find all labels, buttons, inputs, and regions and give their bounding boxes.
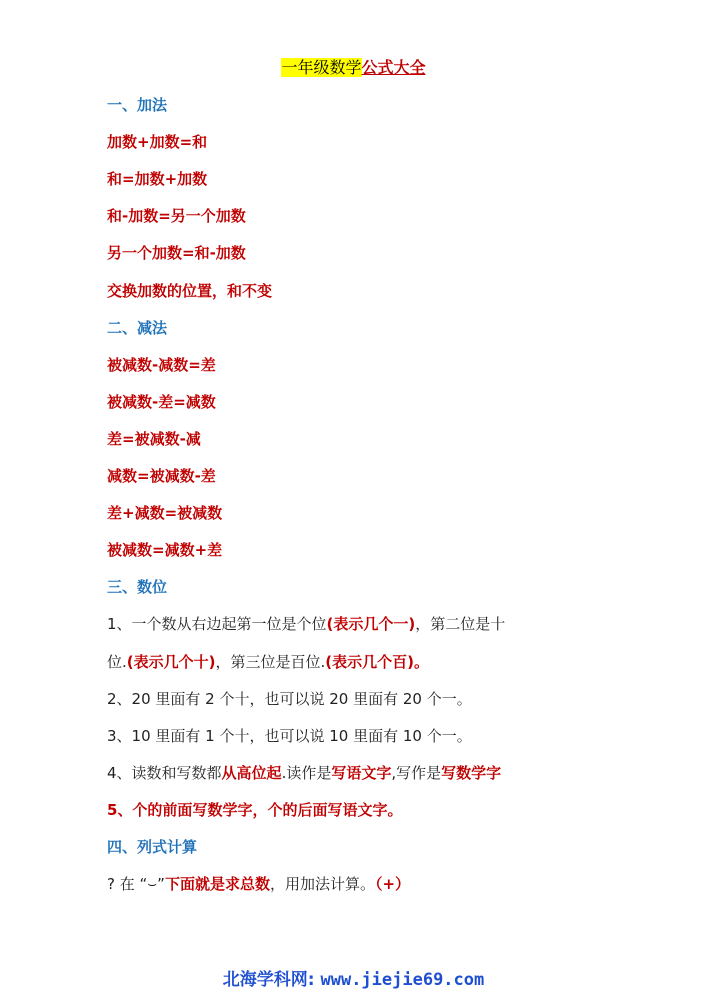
text-span: ,写作是 xyxy=(391,764,442,782)
place-value-item-4 xyxy=(107,762,607,784)
text-span: ，第三位是百位. xyxy=(215,653,326,671)
formula-line: 加数+加数=和 xyxy=(107,133,208,151)
brace-symbol: ⌣ xyxy=(147,875,158,893)
formula-line: 交换加数的位置，和不变 xyxy=(107,282,273,300)
formula-line: 另一个加数=和-加数 xyxy=(107,244,246,262)
formula-line: 和=加数+加数 xyxy=(107,170,208,188)
text-span: 1、一个数从右边起第一位是个位 xyxy=(107,615,327,633)
emphasis-span: 写语文字 xyxy=(331,764,392,782)
formula-line: 差+减数=被减数 xyxy=(107,504,223,522)
text-span: 4、读数和写数都 xyxy=(107,764,222,782)
emphasis-span: (表示几个十) xyxy=(126,653,216,671)
place-value-item-2: 2、20 里面有 2 个十，也可以说 20 里面有 20 个一。 xyxy=(107,690,472,708)
emphasis-span: 从高位起 xyxy=(221,764,282,782)
text-span: ，用加法计算。 xyxy=(269,875,375,893)
footer-label: 北海学科网: xyxy=(222,970,315,990)
formula-line: 被减数=减数+差 xyxy=(107,541,223,559)
place-value-item-1-cont xyxy=(107,651,607,673)
text-span: .读作是 xyxy=(281,764,332,782)
page-title xyxy=(0,56,707,80)
place-value-item-1 xyxy=(107,613,607,635)
heading-addition: 一、加法 xyxy=(107,96,168,114)
column-calc-item-1 xyxy=(107,873,607,895)
formula-line: 被减数-差=减数 xyxy=(107,393,216,411)
emphasis-span: （+） xyxy=(374,875,411,893)
heading-subtraction: 二、减法 xyxy=(107,319,168,337)
emphasis-span: 写数学字 xyxy=(441,764,502,782)
formula-line: 和-加数=另一个加数 xyxy=(107,207,246,225)
heading-place-value: 三、数位 xyxy=(107,578,168,596)
place-value-item-5: 5、个的前面写数学字，个的后面写语文字。 xyxy=(107,801,403,819)
title-link[interactable]: 公式大全 xyxy=(361,58,426,77)
text-span: 位. xyxy=(107,653,127,671)
footer-url[interactable]: www.jiejie69.com xyxy=(320,970,485,990)
formula-line: 被减数-减数=差 xyxy=(107,356,216,374)
emphasis-span: 。 xyxy=(414,653,430,671)
title-highlight: 一年级数学 xyxy=(281,58,362,77)
place-value-item-3: 3、10 里面有 1 个十，也可以说 10 里面有 10 个一。 xyxy=(107,727,472,745)
heading-column-calc: 四、列式计算 xyxy=(107,838,198,856)
formula-line: 差=被减数-减 xyxy=(107,430,201,448)
emphasis-span: (表示几个百) xyxy=(325,653,414,671)
emphasis-span: 下面就是求总数 xyxy=(164,875,270,893)
footer xyxy=(0,965,707,990)
formula-line: 减数=被减数-差 xyxy=(107,467,216,485)
text-span: ? 在 “ xyxy=(107,875,148,893)
emphasis-span: (表示几个一) xyxy=(326,615,416,633)
text-span: ” xyxy=(157,875,165,893)
text-span: ，第二位是十 xyxy=(415,615,506,633)
